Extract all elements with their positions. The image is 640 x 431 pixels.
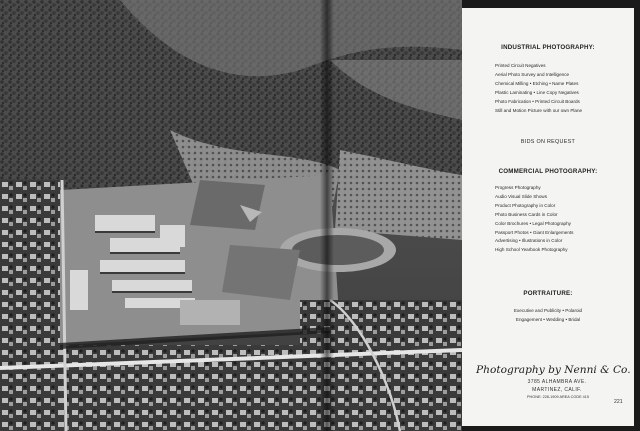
commercial-service-item: Product Photography in Color bbox=[495, 202, 556, 208]
industrial-service-item: Aerial Photo Survey and Intelligence bbox=[495, 71, 570, 77]
portraiture-services-list bbox=[462, 306, 634, 324]
industrial-services-list bbox=[495, 62, 631, 115]
page-gutter bbox=[320, 0, 334, 431]
industrial-service-item: Printed Circuit Negatives bbox=[495, 63, 546, 68]
commercial-service-item: Photo Business Cards in Color bbox=[495, 211, 558, 217]
commercial-service-item: High School Yearbook Photography bbox=[495, 247, 568, 253]
commercial-service-item: Passport Photos • Giant Enlargements bbox=[495, 229, 574, 235]
industrial-service-item: Photo Fabrication • Printed Circuit Boards bbox=[495, 98, 580, 104]
commercial-service-item: Audio Visual Slide Shows bbox=[495, 193, 548, 199]
studio-phone: PHONE: 228-1909 AREA CODE 415 bbox=[526, 395, 590, 399]
studio-name-signature: Photography by Nenni & Co. bbox=[476, 364, 631, 376]
portraiture-service-item: Engagement • Wedding • Bridal bbox=[515, 317, 581, 322]
commercial-service-item: Advertising • Illustrations in Color bbox=[495, 238, 563, 244]
industrial-service-item: Chemical Milling • Etching • Name Plates bbox=[495, 80, 579, 86]
commercial-services-list bbox=[495, 184, 631, 255]
commercial-photography-heading: COMMERCIAL PHOTOGRAPHY: bbox=[498, 168, 598, 175]
page-number: 221 bbox=[614, 399, 623, 405]
studio-address-line1: 3785 ALHAMBRA AVE. bbox=[527, 379, 587, 385]
commercial-service-item: Progress Photography bbox=[495, 185, 541, 190]
studio-address-line2: MARTINEZ, CALIF. bbox=[532, 387, 582, 393]
industrial-photography-heading: INDUSTRIAL PHOTOGRAPHY: bbox=[501, 44, 595, 51]
portraiture-service-item: Executive and Publicity • Polaroid bbox=[513, 308, 583, 313]
bids-on-request: BIDS ON REQUEST bbox=[520, 139, 576, 145]
industrial-service-item: Plastic Laminating • Line Copy Negatives bbox=[495, 89, 579, 95]
commercial-service-item: Color Brochures • Legal Photography bbox=[495, 220, 571, 226]
industrial-service-item: Still and Motion Picture with our own Plane bbox=[495, 107, 583, 113]
portraiture-heading: PORTRAITURE: bbox=[523, 290, 573, 297]
advertisement-panel bbox=[462, 8, 634, 426]
